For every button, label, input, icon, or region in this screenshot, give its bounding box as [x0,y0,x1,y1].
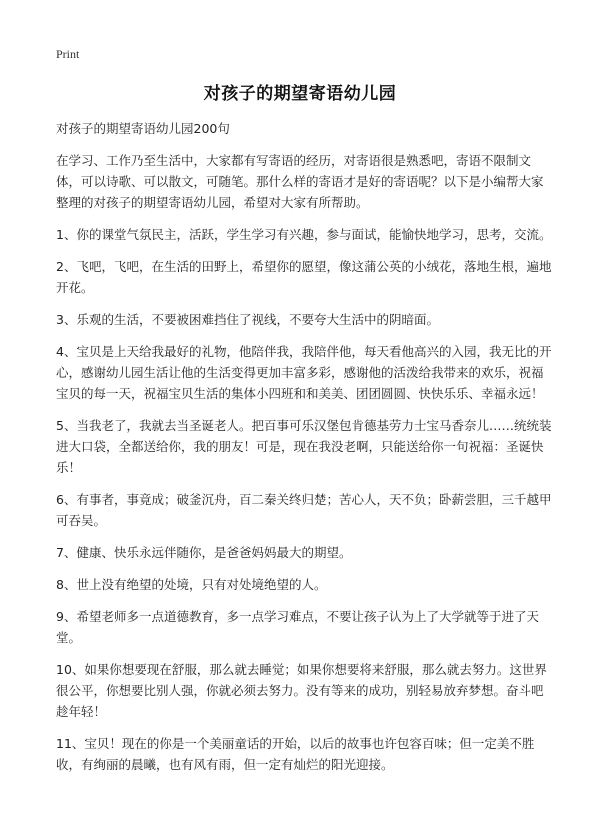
document-subtitle: 对孩子的期望寄语幼儿园200句 [56,121,230,136]
list-item: 10、如果你想要现在舒服，那么就去睡觉；如果你想要将来舒服，那么就去努力。这世界很公平，你想要比别人强，你就必须去努力。没有等来的成功，别轻易放弃梦想。奋斗吧趁年轻！ [56,662,547,719]
print-label: Print [56,47,80,61]
list-item: 7、健康、快乐永远伴随你，是爸爸妈妈最大的期望。 [56,545,352,560]
page-title: 对孩子的期望寄语幼儿园 [203,84,397,104]
list-item: 3、乐观的生活，不要被困难挡住了视线，不要夸大生活中的阴暗面。 [56,312,439,327]
list-item: 8、世上没有绝望的处境，只有对处境绝望的人。 [56,577,327,592]
list-item: 11、宝贝！现在的你是一个美丽童话的开始，以后的故事也许包容百味；但一定美不胜收，有绚丽的晨曦，也有风有雨，但一定有灿烂的阳光迎接。 [56,736,535,772]
list-item: 2、飞吧，飞吧，在生活的田野上，希望你的愿望，像这蒲公英的小绒花，落地生根，遍地开花。 [56,259,552,295]
document-body [56,118,552,786]
list-item: 4、宝贝是上天给我最好的礼物，他陪伴我，我陪伴他，每天看他高兴的入园，我无比的开心，感谢幼儿园生活让他的生活变得更加丰富多彩，感谢他的活泼给我带来的欢乐，祝福宝贝的每一天，祝福宝贝生活的集体小四班和和美美、团团圆圆、快快乐乐、幸福永远！ [56,344,552,401]
list-item: 1、你的课堂气氛民主，活跃，学生学习有兴趣，参与面试，能愉快地学习，思考，交流。 [56,227,552,242]
intro-paragraph: 在学习、工作乃至生活中，大家都有写寄语的经历，对寄语很是熟悉吧，寄语不限制文体，可以诗歌、可以散文，可随笔。那什么样的寄语才是好的寄语呢？以下是小编帮大家整理的对孩子的期望寄语幼儿园，希望对大家有所帮助。 [56,153,544,210]
list-item: 9、希望老师多一点道德教育，多一点学习难点，不要让孩子认为上了大学就等于进了天堂。 [56,609,539,645]
list-item: 6、有事者，事竟成；破釜沉舟，百二秦关终归楚；苦心人，天不负；卧薪尝胆，三千越甲可吞吴。 [56,492,552,528]
list-item: 5、当我老了，我就去当圣诞老人。把百事可乐汉堡包肯德基劳力士宝马香奈儿……统统装进大口袋，全都送给你，我的朋友！可是，现在我没老啊，只能送给你一句祝福：圣诞快乐！ [56,418,552,475]
